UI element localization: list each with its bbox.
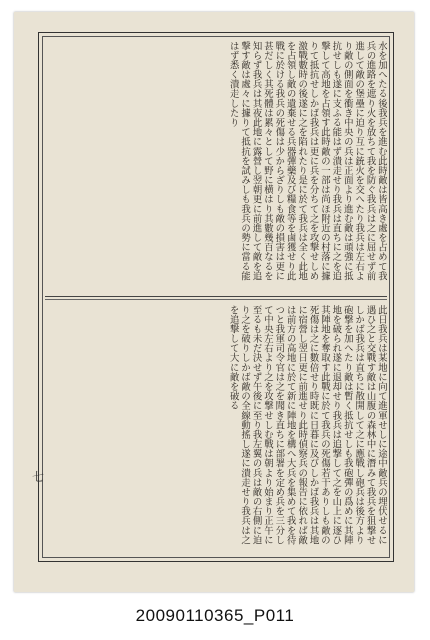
page-number: 七 bbox=[32, 470, 45, 484]
scanned-page bbox=[14, 12, 414, 592]
lower-text-block: 此日我兵は某地に向て進軍せしに途中敵兵の埋伏せるに遇ひ之と交戰す敵は山腹の森林中に潛みて我兵を狙撃せしかば我兵は直ちに散開して之に應戰し砲兵は後方より砲撃を加へたり敵は暫く抵抗せしも我砲彈の爲めに其陣地を破られ遂に退却せり我兵は追撃して之を山上に逐ひ其陣地を奪取す此戰に於て我兵の死傷若干ありしも敵の死傷は之に數倍せり時既に日暮に及びしかば我兵は其地に宿營し翌日更に前進せり此時偵察兵の報告に依れば敵は前方の高地に於て新に陣地を構へ大兵を集めて我を待つと我軍司令官は之を聞き直ちに部署を定め兵を三分して中央左右より之を攻撃せしむ戰は朝より始まり正午に至るも未だ決せず午後に至り我左翼の兵は敵の右側に迫り之を破りしかば敵の全線動搖し遂に潰走せり我兵は之を追撃して大に敵を破る bbox=[227, 305, 387, 545]
text-frame bbox=[38, 32, 394, 562]
upper-text-block: 水を加へたる後我兵を進む此時敵は皆高き處を占めて我兵の進路を遮り火を放ちて我を防ぐ我兵は之に屈せず前進して敵の堡壘に迫り互に銃火を交へたり我兵は左右より敵の側面を衝き中央の兵は正面より進む敵は頑強に抵抗せしも遂に支ふる能はず潰走せり我兵は直ちに之を追撃して高地を占領す此時敵の一部は尚ほ附近の村落に據りて抵抗せしかば我兵は更に兵を分ちて之を攻撃せしめ激戰數時の後遂に之を陷れたり是に於て我兵は全く此地を占領し敵の遺棄せる兵器彈藥及び糧食等を鹵獲せり此戰に於ける我兵の死傷は少からざりしも敵の損害は更に甚だしく其死體は累々として野に横はり其數幾百なるを知らず我兵は其夜此地に露營し翌朝更に前進して敵を追撃す敵は處々に據りて抵抗を試みしも我兵の勢に當る能はず悉く潰走したり bbox=[227, 41, 387, 281]
image-caption: 20090110365_P011 bbox=[135, 606, 295, 625]
section-divider bbox=[45, 296, 387, 297]
